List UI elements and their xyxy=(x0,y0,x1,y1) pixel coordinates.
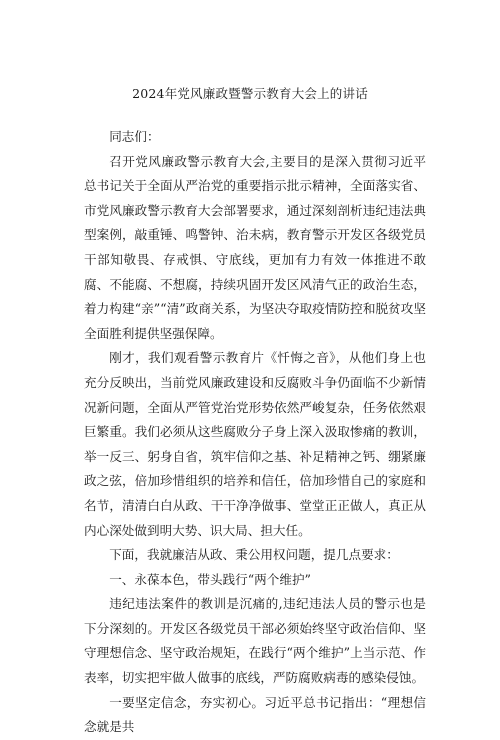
paragraph-salutation: 同志们： xyxy=(109,129,160,144)
paragraph-point-1: 一要坚定信念，夯实初心。习近平总书记指出：“理想信念就是共 xyxy=(84,694,426,735)
paragraph-warning-film: 刚才，我们观看警示教育片《忏悔之音》，从他们身上也充分反映出，当前党风廉政建设和反腐败斗争仍面临不少新情况新问题，全面从严管党治党形势依然严峻复杂，任务依然艰巨繁重。我们必须从这些腐败分子身上深入汲取惨痛的教训，举一反三、躬身自省，筑牢信仰之基、补足精神之钙、绷紧廉政之弦，倍加珍惜组织的培养和信任，倍加珍惜自己的家庭和名节，清清白白从政、干干净净做事、堂堂正正做人，真正从内心深处做到明大势、识大局、担大任。 xyxy=(84,350,426,538)
paragraph-section-1: 违纪违法案件的教训是沉痛的,违纪违法人员的警示也是下分深刻的。开发区各级党员干部必须始终坚守政治信仰、坚守理想信念、坚守政治规矩，在践行“两个维护”上当示范、作表率，切实把牢做人做事的底线，严防腐败病毒的感染侵蚀。 xyxy=(84,596,426,686)
document-title: 2024年党风廉政暨警示教育大会上的讲话 xyxy=(132,86,368,101)
paragraph-requirements-lead: 下面，我就廉洁从政、秉公用权问题，提几点要求： xyxy=(109,547,399,563)
section-heading-1: 一、永葆本色，带头践行“两个维护” xyxy=(109,571,311,587)
paragraph-intro: 召开党风廉政警示教育大会,主要目的是深入贯彻习近平总书记关于全面从严治党的重要指示批示精神，全面落实省、市党风廉政警示教育大会部署要求，通过深刻剖析违纪违法典型案例，敲重锤、鸣警钟、治未病，教育警示开发区各级党员干部知敬畏、存戒惧、守底线，更加有力有效一体推进不敢腐、不能腐、不想腐，持续巩固开发区风清气正的政治生态，着力构建“亲”“清”政商关系，为坚决夺取疫情防控和脱贫攻坚全面胜利提供坚强保障。 xyxy=(84,153,426,341)
document-body xyxy=(84,125,426,740)
